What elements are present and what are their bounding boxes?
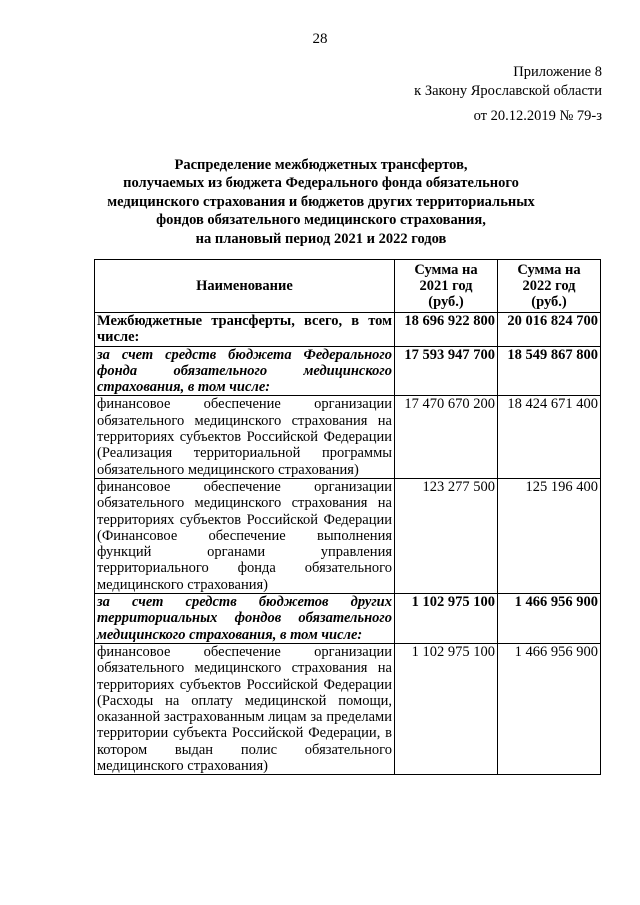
header-sum-2021-line1: Сумма на xyxy=(414,261,478,278)
row-sum-2022: 18 549 867 800 xyxy=(498,346,601,396)
row-sum-2022: 1 466 956 900 xyxy=(498,643,601,774)
row-sum-2022: 125 196 400 xyxy=(498,478,601,593)
header-sum-2022-line2: 2022 год xyxy=(522,277,576,294)
header-sum-2021-line3: (руб.) xyxy=(428,294,464,311)
header-sum-2022-line3: (руб.) xyxy=(531,294,567,311)
row-sum-2022: 18 424 671 400 xyxy=(498,396,601,478)
transfers-table xyxy=(94,259,601,775)
row-sum-2022: 20 016 824 700 xyxy=(498,313,601,347)
appendix-number: Приложение 8 xyxy=(513,64,602,80)
row-sum-2021: 17 593 947 700 xyxy=(395,346,498,396)
title-line: медицинского страхования и бюджетов других территориальных xyxy=(107,193,535,210)
row-name: финансовое обеспечение организации обязательного медицинского страхования на территориях субъектов Российской Федерации (Финансовое обеспечение выполнения функций органами управления территориального фонда обязательного медицинского страхования) xyxy=(95,478,395,593)
document-title xyxy=(90,156,552,248)
appendix-law: к Закону Ярославской области xyxy=(414,83,602,99)
title-line: фондов обязательного медицинского страхования, xyxy=(156,212,486,229)
title-line: на плановый период 2021 и 2022 годов xyxy=(195,230,447,247)
row-name: за счет средств бюджета Федерального фонда обязательного медицинского страхования, в том числе: xyxy=(95,346,395,396)
title-line: Распределение межбюджетных трансфертов, xyxy=(174,157,468,173)
row-sum-2022: 1 466 956 900 xyxy=(498,594,601,644)
row-sum-2021: 18 696 922 800 xyxy=(395,313,498,347)
appendix-date: от 20.12.2019 № 79-з xyxy=(473,108,602,124)
row-name: финансовое обеспечение организации обязательного медицинского страхования на территориях субъектов Российской Федерации (Расходы на оплату медицинской помощи, оказанной застрахованным лицам за пределами территории субъекта Российской Федерации, в котором выдан полис обязательного медицинского страхования) xyxy=(95,643,395,774)
row-sum-2021: 17 470 670 200 xyxy=(395,396,498,478)
header-sum-2021-line2: 2021 год xyxy=(419,277,473,294)
title-line: получаемых из бюджета Федерального фонда обязательного xyxy=(123,175,519,192)
row-sum-2021: 123 277 500 xyxy=(395,478,498,593)
row-name: финансовое обеспечение организации обязательного медицинского страхования на территориях субъектов Российской Федерации (Реализация территориальной программы обязательного медицинского страхования) xyxy=(95,396,395,478)
table-row xyxy=(95,478,601,593)
header-name: Наименование xyxy=(95,260,395,313)
row-sum-2021: 1 102 975 100 xyxy=(395,594,498,644)
header-sum-2021 xyxy=(395,260,498,313)
header-sum-2022-line1: Сумма на xyxy=(517,261,581,278)
row-name: за счет средств бюджетов других территориальных фондов обязательного медицинского страхования, в том числе: xyxy=(95,594,395,644)
appendix-block xyxy=(414,63,602,126)
table-row-federal-fund xyxy=(95,346,601,396)
table-row-total xyxy=(95,313,601,347)
table-header-row xyxy=(95,260,601,313)
table-row-other-funds xyxy=(95,594,601,644)
row-name: Межбюджетные трансферты, всего, в том числе: xyxy=(95,313,395,347)
row-sum-2021: 1 102 975 100 xyxy=(395,643,498,774)
table-row xyxy=(95,643,601,774)
page-number: 28 xyxy=(312,31,328,47)
table-row xyxy=(95,396,601,478)
header-sum-2022 xyxy=(498,260,601,313)
